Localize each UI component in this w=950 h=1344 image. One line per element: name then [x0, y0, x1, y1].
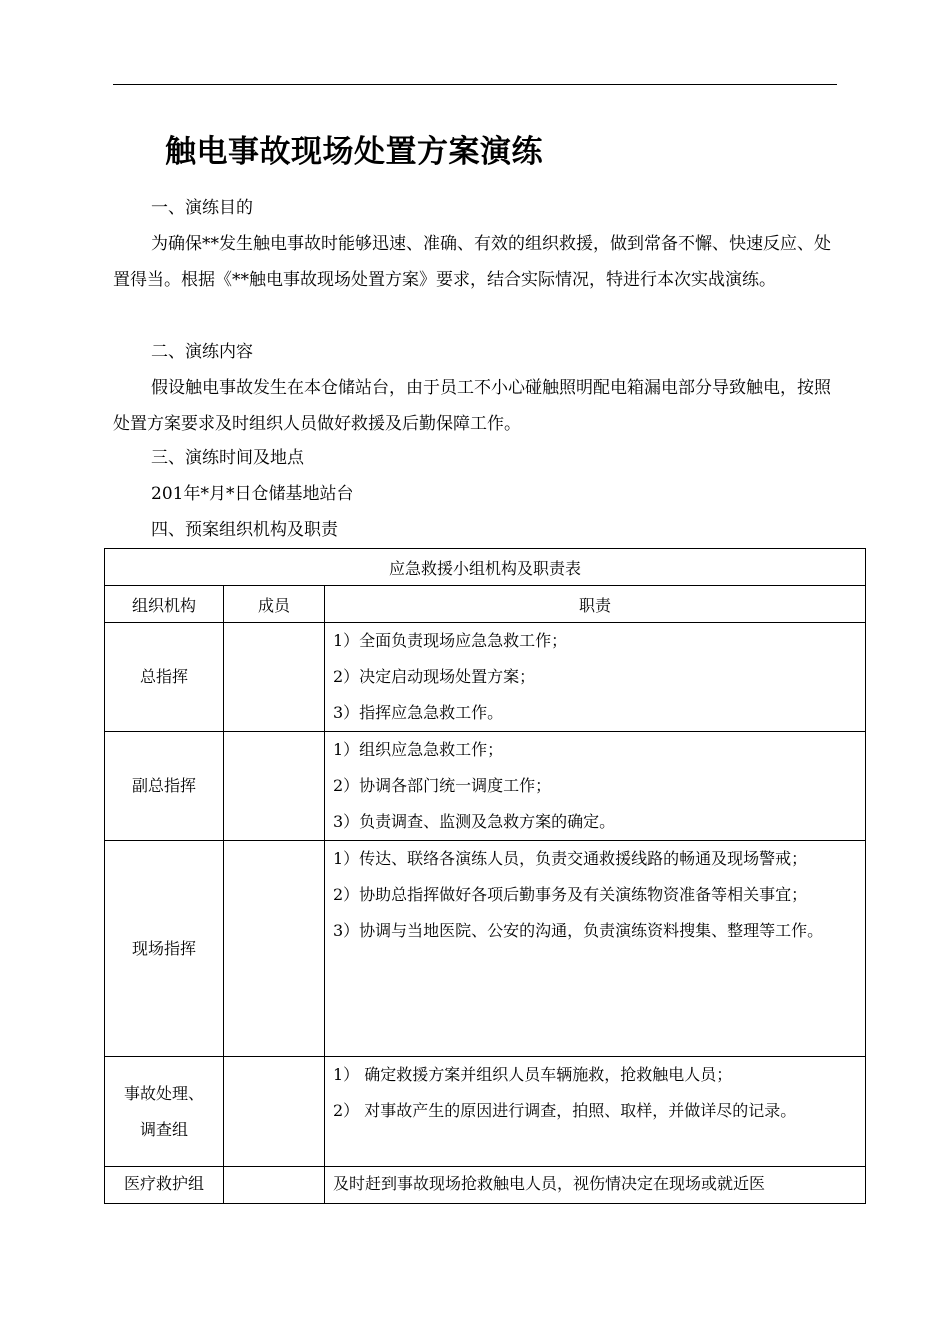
members-cell: [224, 732, 325, 841]
header-members: 成员: [224, 586, 325, 623]
section-4-heading: 四、预案组织机构及职责: [151, 520, 338, 540]
duty-item: 3）指挥应急急救工作。: [333, 703, 504, 722]
table-row: [105, 1057, 866, 1167]
section-1-body: 为确保**发生触电事故时能够迅速、准确、有效的组织救援，做到常备不懈、快速反应、处置得当。根据《**触电事故现场处置方案》要求，结合实际情况，特进行本次实战演练。: [113, 234, 831, 290]
duty-item: 3）负责调查、监测及急救方案的确定。: [333, 812, 616, 831]
responsibility-table: [104, 548, 866, 1204]
duty-item: 1）传达、联络各演练人员，负责交通救援线路的畅通及现场警戒；: [333, 849, 808, 868]
duty-item: 1） 确定救援方案并组织人员车辆施救，抢救触电人员；: [333, 1065, 733, 1084]
table-row: [105, 841, 866, 1057]
section-3-heading: 三、演练时间及地点: [151, 448, 304, 468]
table-row: [105, 732, 866, 841]
members-cell: [224, 1057, 325, 1167]
members-cell: [224, 623, 325, 732]
document-title: 触电事故现场处置方案演练: [165, 134, 543, 170]
duties-cell: [325, 841, 866, 1057]
table-row: [105, 623, 866, 732]
duties-cell: [325, 732, 866, 841]
org-cell: 副总指挥: [105, 732, 224, 841]
org-cell: 医疗救护组: [105, 1167, 224, 1204]
section-2-heading: 二、演练内容: [151, 342, 253, 362]
header-org: 组织机构: [105, 586, 224, 623]
header-rule: [113, 84, 837, 85]
duty-item: 1）组织应急急救工作；: [333, 740, 504, 759]
org-cell: [105, 1057, 224, 1167]
duty-item: 2）决定启动现场处置方案；: [333, 667, 536, 686]
duties-cell: [325, 1057, 866, 1167]
duty-item: 2）协调各部门统一调度工作；: [333, 776, 552, 795]
org-cell: 现场指挥: [105, 841, 224, 1057]
header-duties: 职责: [325, 586, 866, 623]
section-2-body: 假设触电事故发生在本仓储站台，由于员工不小心碰触照明配电箱漏电部分导致触电，按照处置方案要求及时组织人员做好救援及后勤保障工作。: [113, 378, 831, 434]
org-line: 事故处理、: [123, 1083, 204, 1103]
table-row: [105, 1167, 866, 1204]
duty-item: 1）全面负责现场应急急救工作；: [333, 631, 568, 650]
duties-cell: [325, 1167, 866, 1204]
section-3-body: 201年*月*日仓储基地站台: [151, 484, 354, 504]
duty-item: 2）协助总指挥做好各项后勤事务及有关演练物资准备等相关事宜；: [333, 885, 808, 904]
section-1-heading: 一、演练目的: [151, 198, 253, 218]
duty-item: 2） 对事故产生的原因进行调查，拍照、取样，并做详尽的记录。: [333, 1101, 797, 1120]
org-line: 调查组: [139, 1119, 188, 1139]
duties-cell: [325, 623, 866, 732]
members-cell: [224, 1167, 325, 1204]
table-header-row: [105, 586, 866, 623]
duty-item: 3）协调与当地医院、公安的沟通，负责演练资料搜集、整理等工作。: [333, 921, 824, 940]
table-caption: 应急救援小组机构及职责表: [105, 549, 866, 586]
duty-item: 及时赶到事故现场抢救触电人员，视伤情决定在现场或就近医: [333, 1174, 766, 1193]
members-cell: [224, 841, 325, 1057]
org-cell: 总指挥: [105, 623, 224, 732]
